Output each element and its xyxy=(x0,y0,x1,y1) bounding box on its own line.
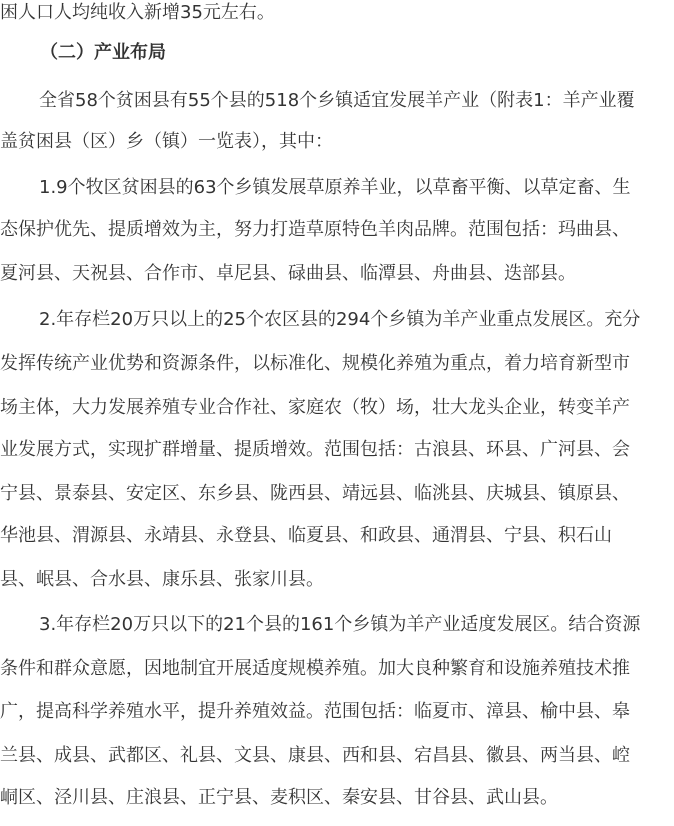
paragraph-line: 场主体，大力发展养殖专业合作社、家庭农（牧）场，壮大龙头企业，转变羊产 xyxy=(0,397,630,418)
paragraph-line: 3.年存栏20万只以下的21个县的161个乡镇为羊产业适度发展区。结合资源 xyxy=(39,614,641,635)
paragraph-line: 华池县、渭源县、永靖县、永登县、临夏县、和政县、通渭县、宁县、积石山 xyxy=(0,525,612,546)
paragraph-line: 条件和群众意愿，因地制宜开展适度规模养殖。加大良种繁育和设施养殖技术推 xyxy=(0,658,630,679)
paragraph-line: 县、岷县、合水县、康乐县、张家川县。 xyxy=(0,569,324,590)
paragraph-line: 广，提高科学养殖水平，提升养殖效益。范围包括：临夏市、漳县、榆中县、皋 xyxy=(0,701,630,722)
paragraph-line: 2.年存栏20万只以上的25个农区县的294个乡镇为羊产业重点发展区。充分 xyxy=(39,309,641,330)
paragraph-line: 全省58个贫困县有55个县的518个乡镇适宜发展羊产业（附表1：羊产业覆 xyxy=(39,90,635,111)
paragraph-line: 发挥传统产业优势和资源条件，以标准化、规模化养殖为重点，着力培育新型市 xyxy=(0,353,630,374)
paragraph-line: 业发展方式，实现扩群增量、提质增效。范围包括：古浪县、环县、广河县、会 xyxy=(0,439,630,460)
paragraph-line: 1.9个牧区贫困县的63个乡镇发展草原养羊业，以草畜平衡、以草定畜、生 xyxy=(39,177,631,198)
paragraph-line: 峒区、泾川县、庄浪县、正宁县、麦积区、秦安县、甘谷县、武山县。 xyxy=(0,787,558,808)
paragraph-line: 夏河县、天祝县、合作市、卓尼县、碌曲县、临潭县、舟曲县、迭部县。 xyxy=(0,263,576,284)
paragraph-line: 兰县、成县、武都区、礼县、文县、康县、西和县、宕昌县、徽县、两当县、崆 xyxy=(0,745,630,766)
paragraph-line: 困人口人均纯收入新增35元左右。 xyxy=(0,2,275,23)
paragraph-line: 宁县、景泰县、安定区、东乡县、陇西县、靖远县、临洮县、庆城县、镇原县、 xyxy=(0,483,630,504)
paragraph-line: 盖贫困县（区）乡（镇）一览表），其中： xyxy=(0,131,333,152)
section-heading: （二）产业布局 xyxy=(40,42,166,63)
paragraph-line: 态保护优先、提质增效为主，努力打造草原特色羊肉品牌。范围包括：玛曲县、 xyxy=(0,219,630,240)
